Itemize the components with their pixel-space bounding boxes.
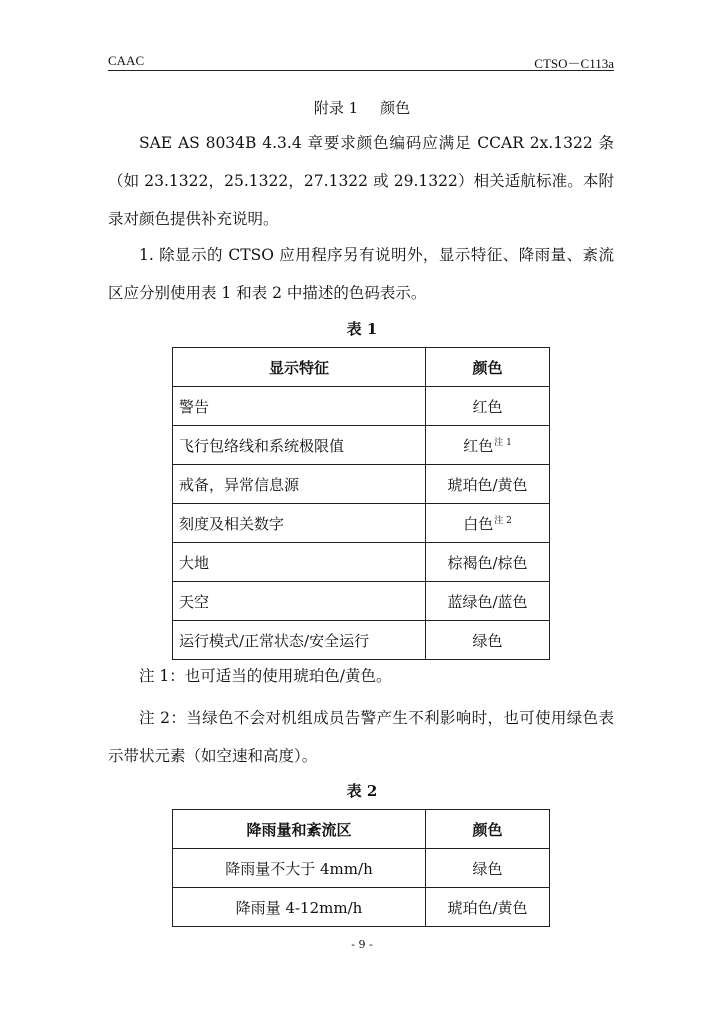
table2 <box>172 809 550 927</box>
appendix-subject: 颜色 <box>380 99 411 117</box>
color-cell <box>426 465 550 504</box>
color-value: 绿色 <box>472 631 503 650</box>
page-number: - 9 - <box>351 938 373 951</box>
color-cell <box>426 543 550 582</box>
feature-cell: 飞行包络线和系统极限值 <box>173 426 426 465</box>
table2-header-row <box>173 810 550 849</box>
feature-cell: 降雨量不大于 4mm/h <box>173 849 426 888</box>
table2-header-feature: 降雨量和紊流区 <box>173 810 426 849</box>
color-value: 琥珀色/黄色 <box>447 475 528 494</box>
table1-header-feature: 显示特征 <box>173 348 426 387</box>
header-left-label: CAAC <box>108 53 145 68</box>
table1 <box>172 347 550 660</box>
feature-cell: 天空 <box>173 582 426 621</box>
color-value: 红色 <box>472 397 503 416</box>
color-cell <box>426 504 550 543</box>
page-title <box>0 97 724 118</box>
header-right-label: CTSO－C113a <box>534 56 614 71</box>
color-cell <box>426 621 550 660</box>
color-cell <box>426 582 550 621</box>
table-row <box>173 465 550 504</box>
table-row <box>173 888 550 927</box>
note-1: 注 1：也可适当的使用琥珀色/黄色。 <box>139 667 392 685</box>
feature-cell: 运行模式/正常状态/安全运行 <box>173 621 426 660</box>
header-divider <box>108 70 614 71</box>
feature-cell: 大地 <box>173 543 426 582</box>
color-value: 蓝绿色/蓝色 <box>447 592 528 611</box>
table1-header-color: 颜色 <box>426 348 550 387</box>
table-row <box>173 621 550 660</box>
note-ref: 注 2 <box>494 515 512 526</box>
color-cell: 绿色 <box>426 849 550 888</box>
table2-header-color: 颜色 <box>426 810 550 849</box>
color-cell: 琥珀色/黄色 <box>426 888 550 927</box>
table-row <box>173 543 550 582</box>
feature-cell: 警告 <box>173 387 426 426</box>
table-row <box>173 849 550 888</box>
note-2: 注 2：当绿色不会对机组成员告警产生不利影响时，也可使用绿色表示带状元素（如空速和高度）。 <box>108 709 614 765</box>
table2-caption: 表 2 <box>346 782 378 800</box>
feature-cell: 刻度及相关数字 <box>173 504 426 543</box>
color-value: 棕褐色/棕色 <box>447 553 528 572</box>
note-ref: 注 1 <box>494 437 512 448</box>
paragraph-item-1: 1. 除显示的 CTSO 应用程序另有说明外，显示特征、降雨量、紊流区应分别使用表 1 和表 2 中描述的色码表示。 <box>108 246 614 302</box>
feature-cell: 戒备，异常信息源 <box>173 465 426 504</box>
table1-caption: 表 1 <box>346 320 378 338</box>
color-cell <box>426 387 550 426</box>
color-value: 白色 <box>463 514 494 533</box>
table-row <box>173 426 550 465</box>
table-row <box>173 387 550 426</box>
color-cell <box>426 426 550 465</box>
feature-cell: 降雨量 4-12mm/h <box>173 888 426 927</box>
paragraph-intro: SAE AS 8034B 4.3.4 章要求颜色编码应满足 CCAR 2x.1322 条（如 23.1322，25.1322，27.1322 或 29.1322）相关适航标准。本附录对颜色提供补充说明。 <box>108 134 614 228</box>
table-row <box>173 504 550 543</box>
color-value: 红色 <box>463 436 494 455</box>
table-row <box>173 582 550 621</box>
table1-header-row <box>173 348 550 387</box>
appendix-label: 附录 1 <box>313 99 359 117</box>
